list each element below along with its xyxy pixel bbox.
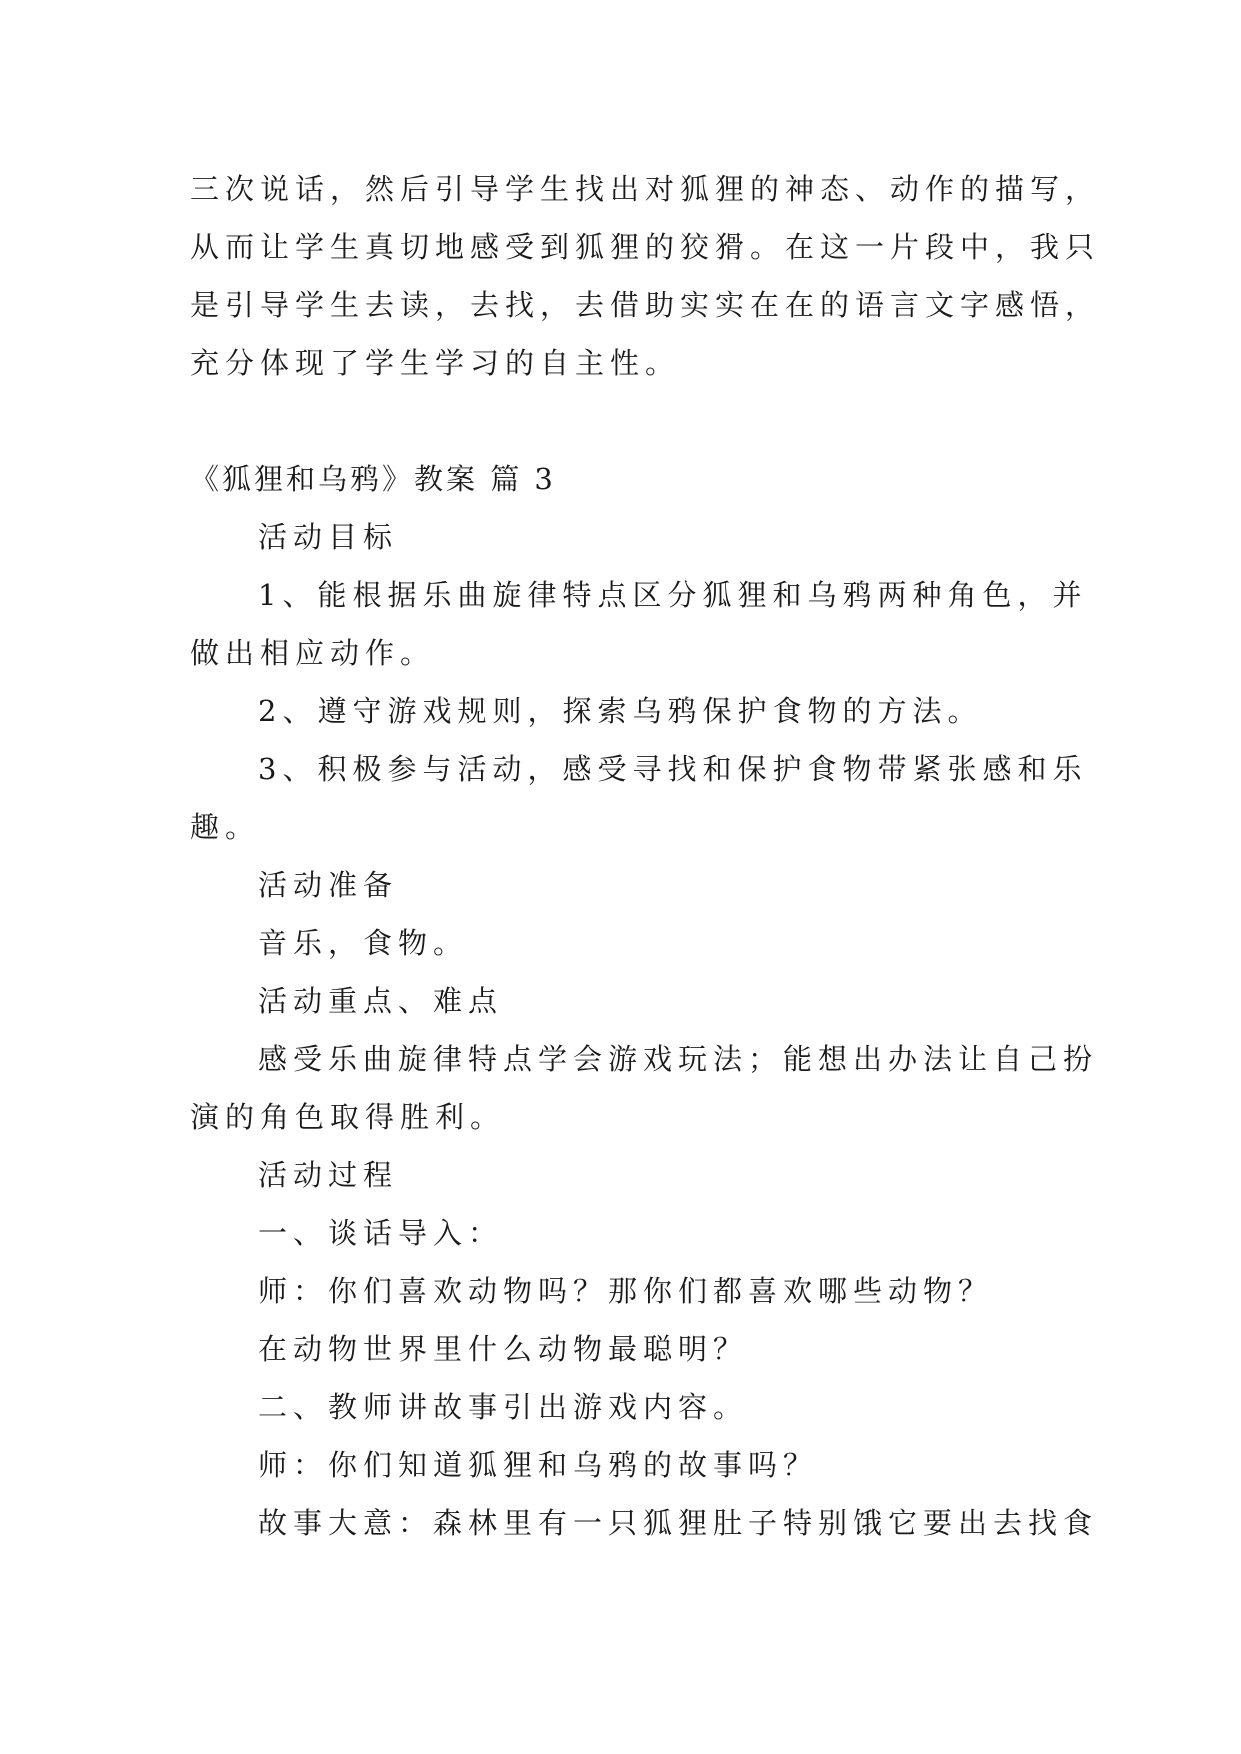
paragraph-line: 三次说话，然后引导学生找出对狐狸的神态、动作的描写， (190, 172, 1101, 206)
body-line: 二、教师讲故事引出游戏内容。 (258, 1390, 749, 1424)
body-line: 感受乐曲旋律特点学会游戏玩法；能想出办法让自己扮 (258, 1042, 1099, 1076)
body-line: 音乐，食物。 (258, 926, 469, 960)
body-line: 1、能根据乐曲旋律特点区分狐狸和乌鸦两种角色，并 (258, 578, 1088, 612)
body-line: 活动准备 (258, 868, 399, 902)
document-page (190, 160, 1101, 1552)
body-line: 一、谈话导入： (258, 1216, 504, 1250)
body-line: 故事大意：森林里有一只狐狸肚子特别饿它要出去找食 (258, 1506, 1099, 1540)
body-line: 活动重点、难点 (258, 984, 504, 1018)
paragraph-line: 充分体现了学生学习的自主性。 (190, 346, 681, 380)
body-line: 做出相应动作。 (190, 636, 436, 670)
body-line: 活动目标 (258, 520, 399, 554)
body-line: 3、积极参与活动，感受寻找和保护食物带紧张感和乐 (258, 752, 1088, 786)
body-line: 师：你们知道狐狸和乌鸦的故事吗？ (258, 1448, 819, 1482)
section-title: 《狐狸和乌鸦》教案 篇 3 (190, 462, 556, 496)
body-line: 演的角色取得胜利。 (190, 1100, 506, 1134)
paragraph-line: 从而让学生真切地感受到狐狸的狡猾。在这一片段中，我只 (190, 230, 1101, 264)
body-line: 师：你们喜欢动物吗？那你们都喜欢哪些动物？ (258, 1274, 994, 1308)
paragraph-line: 是引导学生去读，去找，去借助实实在在的语言文字感悟， (190, 288, 1101, 322)
body-line: 2、遵守游戏规则，探索乌鸦保护食物的方法。 (258, 694, 983, 728)
body-line: 趣。 (190, 810, 261, 844)
body-line: 活动过程 (258, 1158, 399, 1192)
section-body (190, 508, 1099, 1552)
intro-paragraph (190, 160, 1101, 392)
body-line: 在动物世界里什么动物最聪明？ (258, 1332, 749, 1366)
section-spacer (190, 392, 1080, 450)
